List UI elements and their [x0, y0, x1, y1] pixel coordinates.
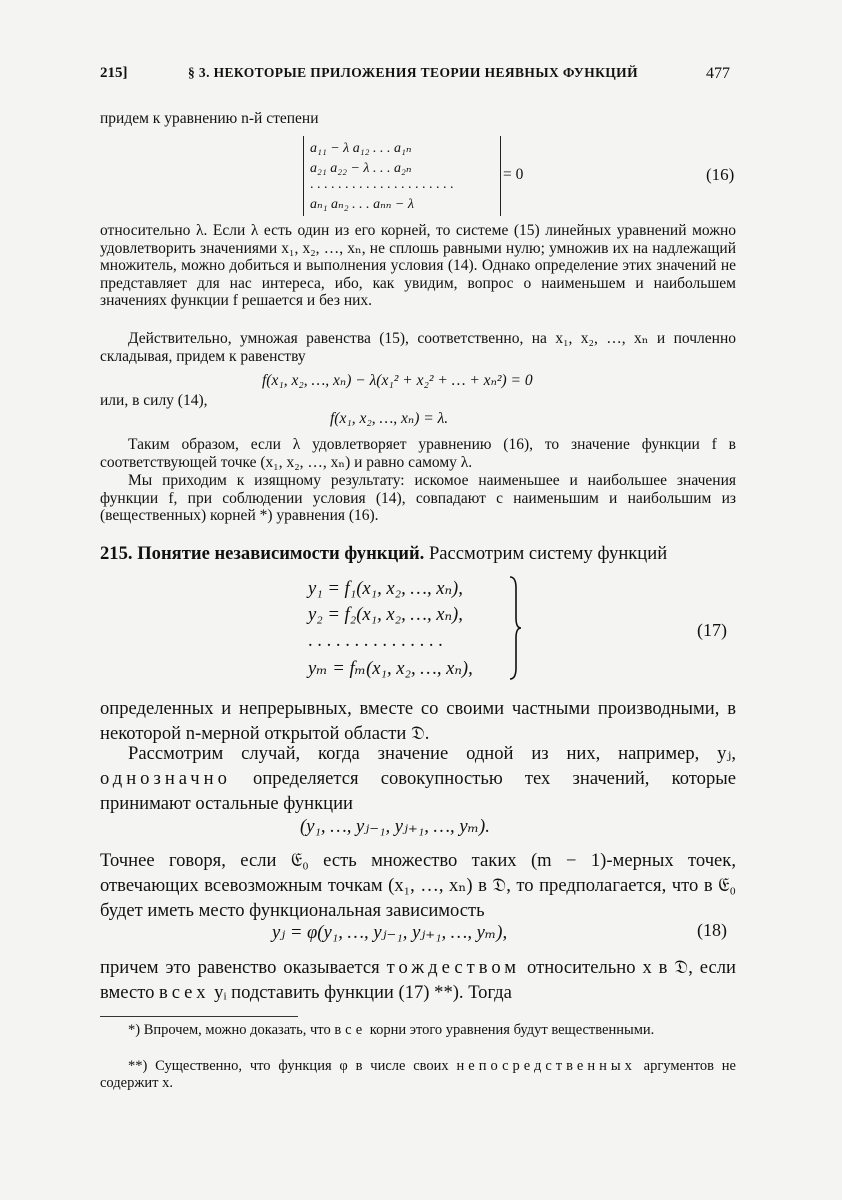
intro-line: придем к уравнению n-й степени: [100, 110, 319, 127]
det-row-n: aₙ₁ aₙ₂ . . . aₙₙ − λ: [310, 197, 414, 212]
equation-lambda: f(x₁, x₂, …, xₙ) = λ.: [330, 410, 449, 427]
section-lead: Рассмотрим систему функций: [424, 543, 668, 564]
equation-tuple: (y₁, …, yⱼ₋₁, yⱼ₊₁, …, yₘ).: [300, 816, 490, 837]
system-row-m: yₘ = fₘ(x₁, x₂, …, xₙ),: [308, 658, 473, 679]
paragraph-5: определенных и непрерывных, вместе со своими частными производными, в некоторой n-мерной открытой области 𝔇.: [100, 698, 736, 744]
det-row-1: a₁₁ − λ a₁₂ . . . a₁ₙ: [310, 141, 412, 156]
footnote-divider: [100, 1016, 298, 1017]
paragraph-6-spaced: однозначно: [100, 768, 231, 789]
footnote-1-a: *) Впрочем, можно доказать, что: [128, 1022, 335, 1038]
page-number: 477: [706, 65, 730, 82]
system-row-1: y₁ = f₁(x₁, x₂, …, xₙ),: [308, 578, 463, 599]
paragraph-1: относительно λ. Если λ есть один из его корней, то системе (15) линейных уравнений можно удовлетворить значениями x₁, x₂, …, xₙ, не сплошь равными нулю; умножив их на надлежащий множитель, можно добиться и выполнения условия (14). Однако определение этих значений не представляет для нас интереса, ибо, как увидим, вопрос о наименьшем и наибольшем значениях функции f решается и без них.: [100, 222, 736, 309]
paragraph-8: [100, 955, 736, 1005]
footnote-2-direct: непосредственных: [456, 1058, 636, 1074]
equation-dependence: yⱼ = φ(y₁, …, yⱼ₋₁, yⱼ₊₁, …, yₘ),: [272, 922, 508, 943]
system-row-dots: . . . . . . . . . . . . . . .: [308, 630, 443, 651]
paragraph-8-identity: тождеством: [386, 957, 521, 978]
equation-sum: f(x₁, x₂, …, xₙ) − λ(x₁² + x₂² + … + xₙ²) = 0: [262, 372, 533, 389]
paragraph-8-all: всех: [159, 982, 210, 1003]
footnote-1: [100, 1022, 736, 1039]
right-brace-icon: [508, 576, 522, 680]
det-row-dots: . . . . . . . . . . . . . . . . . . . . .: [310, 177, 454, 192]
footnote-2: [100, 1058, 736, 1092]
determinant: [303, 136, 501, 216]
det-row-2: a₂₁ a₂₂ − λ . . . a₂ₙ: [310, 161, 412, 176]
paragraph-6: [100, 741, 736, 816]
paragraph-2: Действительно, умножая равенства (15), соответственно, на x₁, x₂, …, xₙ и почленно складывая, придем к равенству: [100, 330, 736, 365]
header-title: § 3. НЕКОТОРЫЕ ПРИЛОЖЕНИЯ ТЕОРИИ НЕЯВНЫХ ФУНКЦИЙ: [188, 65, 638, 80]
footnote-2-c: аргументов не содержит x.: [100, 1058, 736, 1091]
equation-label-17: (17): [697, 620, 727, 640]
system-row-2: y₂ = f₂(x₁, x₂, …, xₙ),: [308, 604, 463, 625]
paragraph-7: Точнее говоря, если 𝔈₀ есть множество таких (m − 1)-мерных точек, отвечающих всевозможным точкам (x₁, …, xₙ) в 𝔇, то предполагается, что в 𝔈₀ будет иметь место функциональная зависимость: [100, 850, 736, 921]
paragraph-6-rest: определяется совокупностью тех значений, которые принимают остальные функции: [100, 768, 736, 814]
paragraph-3: Таким образом, если λ удовлетворяет уравнению (16), то значение функции f в соответствующей точке (x₁, x₂, …, xₙ) и равно самому λ.: [100, 436, 736, 471]
or-text: или, в силу (14),: [100, 392, 208, 409]
paragraph-8-e: yᵢ подставить функции (17) **). Тогда: [209, 982, 512, 1003]
det-rhs: = 0: [503, 166, 524, 183]
paragraph-4: Мы приходим к изящному результату: искомое наименьшее и наибольшее значения функции f, при соблюдении условия (14), совпадают с наименьшим и наибольшим из (вещественных) корней *) уравнения (16).: [100, 472, 736, 524]
paragraph-8-a: причем это равенство оказывается: [100, 957, 387, 978]
section-heading-line: [100, 541, 667, 566]
footnote-2-a: **) Существенно, что функция φ в числе своих: [128, 1058, 457, 1074]
equation-label-18: (18): [697, 920, 727, 940]
equation-label-16: (16): [706, 165, 735, 184]
paragraph-6-start: Рассмотрим случай, когда значение одной из них, например, yⱼ,: [128, 743, 736, 764]
footnote-1-all: все: [334, 1022, 367, 1038]
paragraph-8-c: относительно x в 𝔇, если вместо: [100, 957, 736, 1003]
header-section-number: 215]: [100, 65, 128, 81]
footnote-1-c: корни этого уравнения будут вещественными.: [366, 1022, 655, 1038]
section-title: 215. Понятие независимости функций.: [100, 543, 425, 564]
